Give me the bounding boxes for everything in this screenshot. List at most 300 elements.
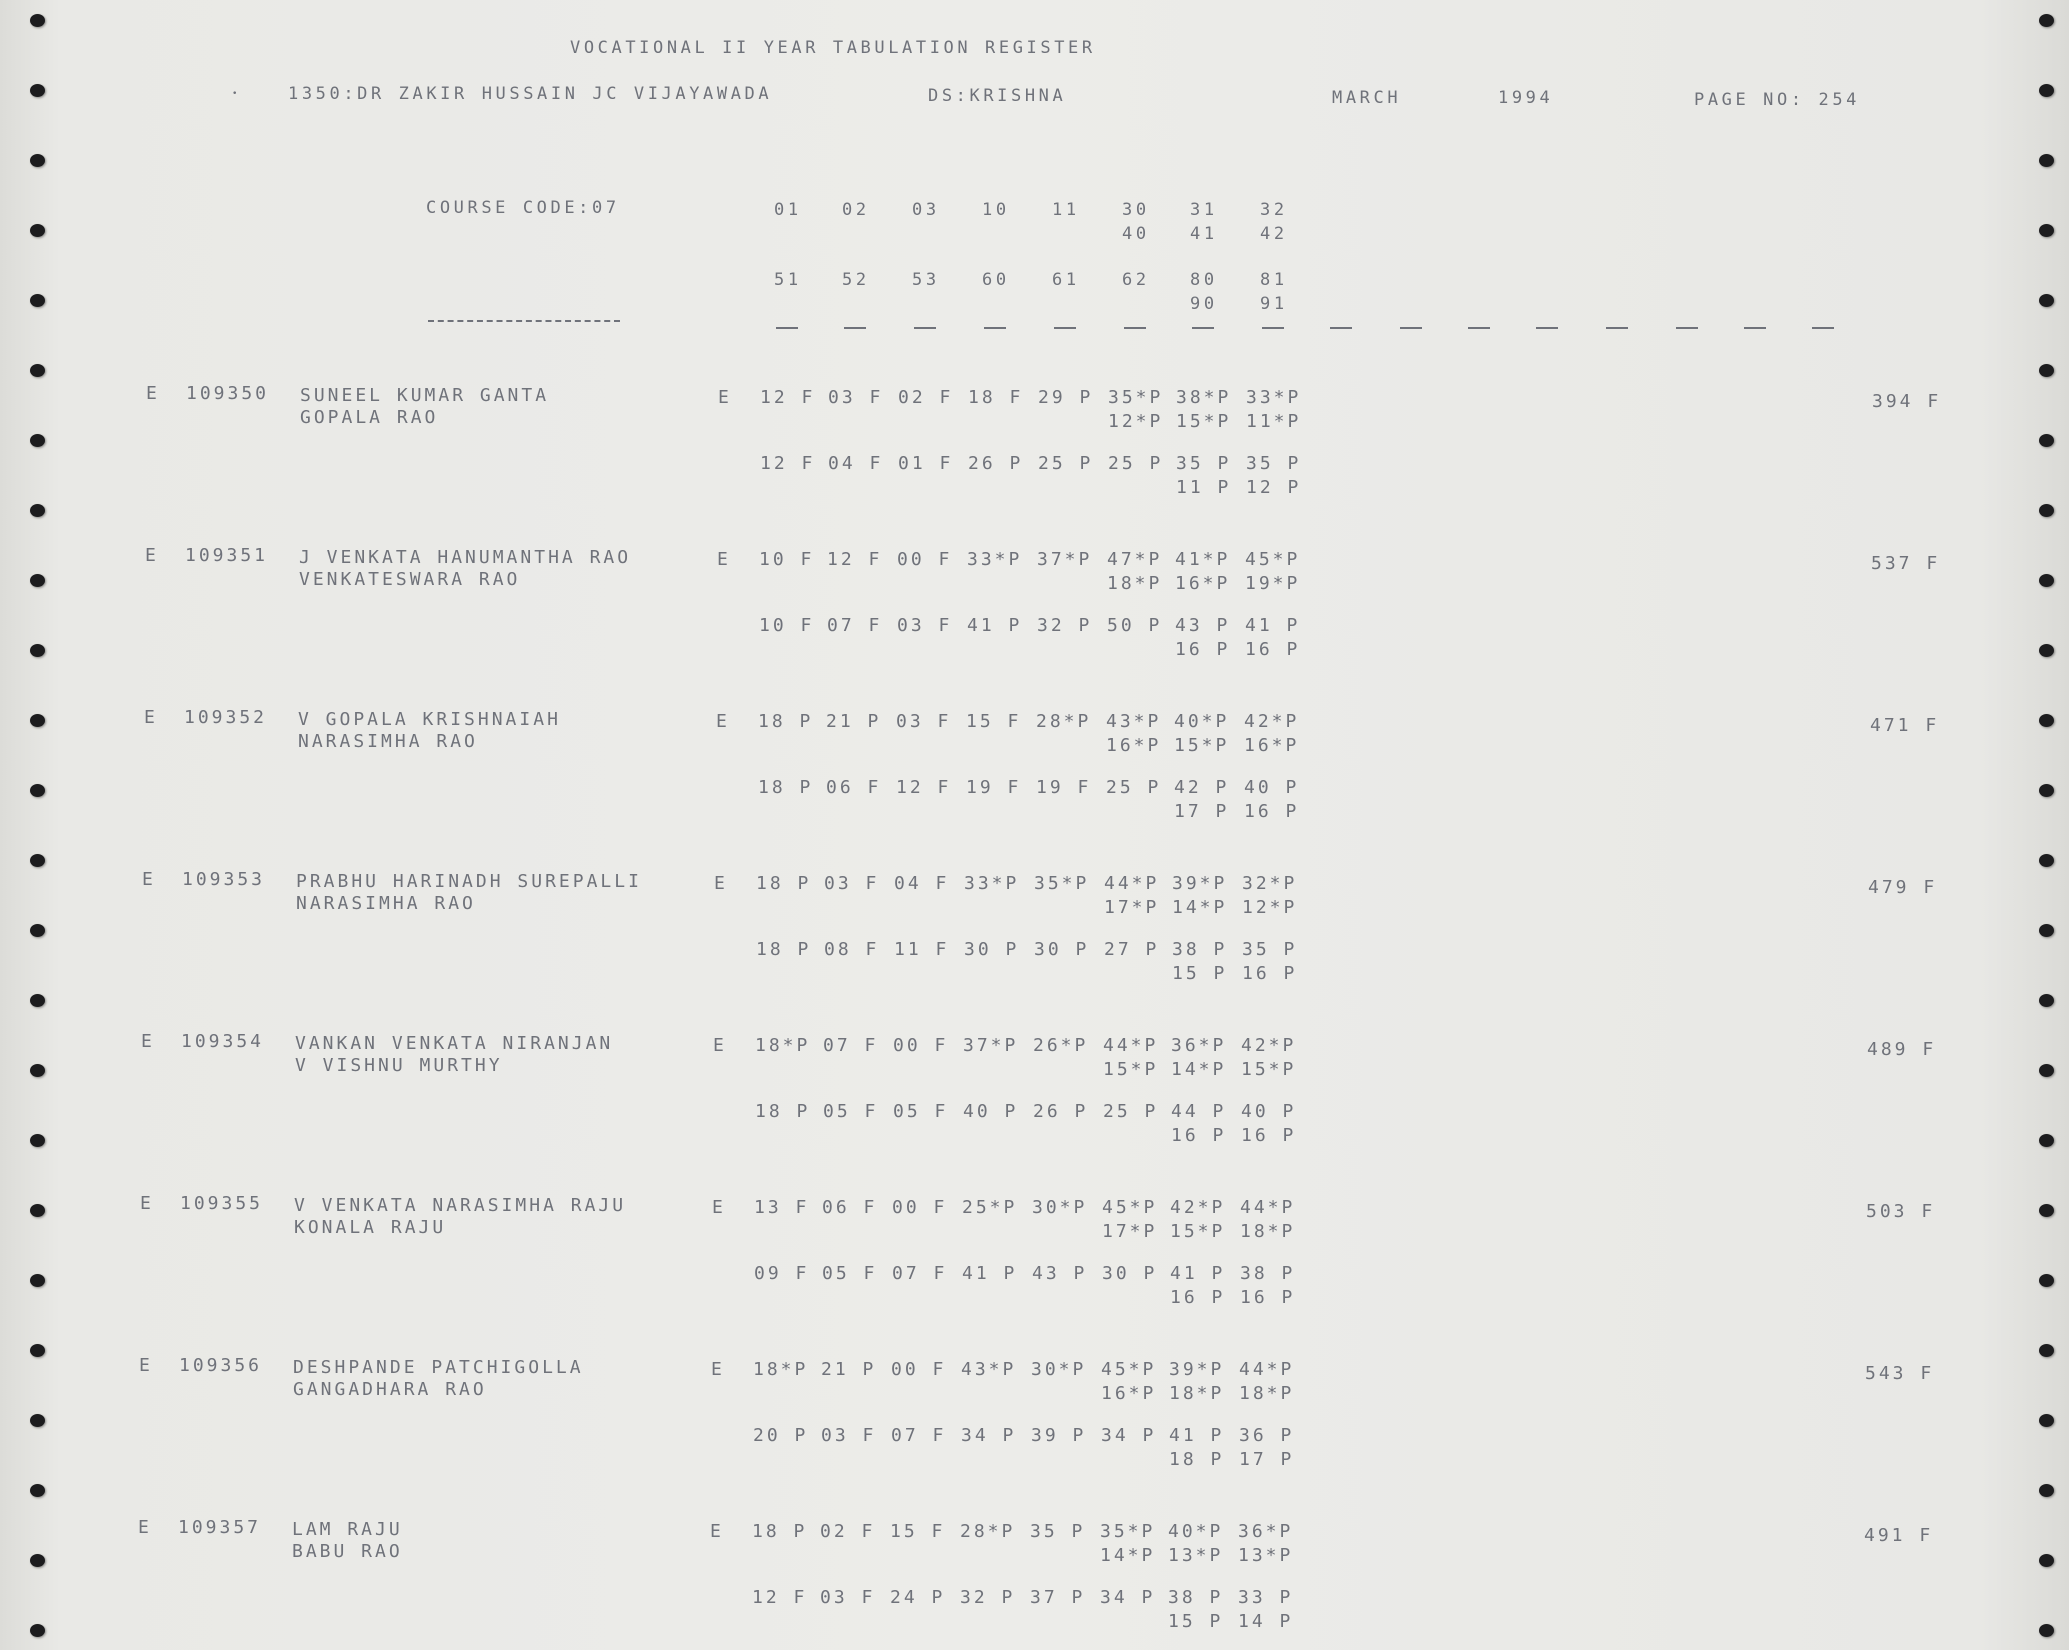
subject-code: 10 [982,200,1010,220]
mark-cell: 33 P [1238,1587,1294,1608]
feed-hole [30,154,45,167]
student-flag: E [139,1355,153,1376]
mark-cell: 45*P [1101,1359,1157,1380]
total-marks: 537 F [1871,553,1941,574]
feed-hole [30,1204,45,1217]
mark-cell: 14*P [1171,1059,1227,1080]
mark-cell: 41 P [967,615,1023,636]
mark-cell: 36*P [1171,1035,1227,1056]
mark-cell: 16 P [1245,639,1301,660]
feed-hole [2039,224,2054,237]
mark-cell: 18*P [753,1359,809,1380]
mark-cell: 25 P [1108,453,1164,474]
mark-cell: 32 P [960,1587,1016,1608]
page-number: PAGE NO: 254 [1694,90,1861,110]
mark-cell: 35*P [1034,873,1090,894]
student-code: E [712,1197,726,1218]
student-flag: E [144,707,158,728]
mark-cell: 39*P [1172,873,1228,894]
total-marks: 471 F [1870,715,1940,736]
subject-code: 41 [1190,224,1218,244]
total-marks: 489 F [1867,1039,1937,1060]
mark-cell: 03 F [828,387,884,408]
mark-cell: 17 P [1239,1449,1295,1470]
course-code-label: COURSE CODE:07 [426,198,620,218]
mark-cell: 18*P [1169,1383,1225,1404]
mark-cell: 43 P [1175,615,1231,636]
mark-cell: 18 P [1169,1449,1225,1470]
mark-cell: 03 F [897,615,953,636]
mark-cell: 18 P [752,1521,808,1542]
mark-cell: 12 F [760,387,816,408]
mark-cell: 16*P [1106,735,1162,756]
mark-cell: 40 P [1241,1101,1297,1122]
column-separator [1400,327,1422,329]
mark-cell: 15*P [1174,735,1230,756]
subject-code: 11 [1052,200,1080,220]
feed-hole [2039,994,2054,1007]
subject-code: 91 [1260,294,1288,314]
feed-hole [30,1624,45,1637]
mark-cell: 00 F [891,1359,947,1380]
father-name: NARASIMHA RAO [298,731,478,752]
mark-cell: 30*P [1031,1359,1087,1380]
mark-cell: 26*P [1033,1035,1089,1056]
feed-hole [30,84,45,97]
mark-cell: 03 F [824,873,880,894]
column-separator [1744,327,1766,329]
register-title: VOCATIONAL II YEAR TABULATION REGISTER [570,38,1096,58]
subject-code: 51 [774,270,802,290]
mark-cell: 34 P [1101,1425,1157,1446]
mark-cell: 03 F [821,1425,877,1446]
mark-cell: 18 P [758,777,814,798]
mark-cell: 02 F [820,1521,876,1542]
column-separator [844,327,866,329]
mark-cell: 44*P [1239,1359,1295,1380]
feed-hole [2039,154,2054,167]
mark-cell: 05 F [893,1101,949,1122]
feed-hole [30,294,45,307]
mark-cell: 28*P [1036,711,1092,732]
mark-cell: 39*P [1169,1359,1225,1380]
mark-cell: 35 P [1242,939,1298,960]
feed-hole [30,644,45,657]
column-separator [1124,327,1146,329]
college-name: 1350:DR ZAKIR HUSSAIN JC VIJAYAWADA [288,84,773,104]
column-separator [1812,327,1834,329]
mark-cell: 25 P [1103,1101,1159,1122]
column-separator [1054,327,1076,329]
feed-hole [2039,1624,2054,1637]
mark-cell: 44*P [1103,1035,1159,1056]
mark-cell: 45*P [1102,1197,1158,1218]
exam-year: 1994 [1498,88,1554,108]
mark-cell: 50 P [1107,615,1163,636]
student-flag: E [138,1517,152,1538]
feed-hole [2039,504,2054,517]
mark-cell: 42 P [1174,777,1230,798]
feed-hole [30,924,45,937]
mark-cell: 01 F [898,453,954,474]
mark-cell: 42*P [1241,1035,1297,1056]
mark-cell: 36*P [1238,1521,1294,1542]
mark-cell: 35*P [1108,387,1164,408]
column-separator [1606,327,1628,329]
subject-code: 02 [842,200,870,220]
feed-hole [30,504,45,517]
mark-cell: 18*P [1239,1383,1295,1404]
subject-code: 90 [1190,294,1218,314]
roll-number: 109355 [180,1193,264,1214]
mark-cell: 32 P [1037,615,1093,636]
mark-cell: 43 P [1032,1263,1088,1284]
mark-cell: 44*P [1240,1197,1296,1218]
mark-cell: 26 P [968,453,1024,474]
father-name: NARASIMHA RAO [296,893,476,914]
roll-number: 109350 [186,383,270,404]
mark-cell: 17 P [1174,801,1230,822]
feed-hole [2039,14,2054,27]
mark-cell: 18 P [756,873,812,894]
student-flag: E [146,383,160,404]
feed-hole [2039,434,2054,447]
student-flag: E [145,545,159,566]
student-name: LAM RAJU [292,1519,403,1540]
mark-cell: 04 F [828,453,884,474]
feed-hole [30,1344,45,1357]
mark-cell: 18*P [1240,1221,1296,1242]
student-code: E [710,1521,724,1542]
mark-cell: 43*P [961,1359,1017,1380]
mark-cell: 38 P [1168,1587,1224,1608]
mark-cell: 16 P [1175,639,1231,660]
feed-hole [2039,854,2054,867]
mark-cell: 30 P [1102,1263,1158,1284]
district-name: DS:KRISHNA [928,86,1067,106]
roll-number: 109356 [179,1355,263,1376]
mark-cell: 38 P [1172,939,1228,960]
student-name: PRABHU HARINADH SUREPALLI [296,871,642,892]
mark-cell: 44 P [1171,1101,1227,1122]
total-marks: 394 F [1872,391,1942,412]
mark-cell: 05 F [822,1263,878,1284]
mark-cell: 26 P [1033,1101,1089,1122]
mark-cell: 30*P [1032,1197,1088,1218]
feed-hole [30,784,45,797]
feed-hole [2039,1344,2054,1357]
student-code: E [718,387,732,408]
mark-cell: 00 F [893,1035,949,1056]
mark-cell: 15 P [1172,963,1228,984]
column-separator [1536,327,1558,329]
feed-hole [30,1134,45,1147]
mark-cell: 25 P [1038,453,1094,474]
total-marks: 503 F [1866,1201,1936,1222]
student-code: E [717,549,731,570]
father-name: VENKATESWARA RAO [299,569,521,590]
mark-cell: 15*P [1176,411,1232,432]
mark-cell: 40 P [963,1101,1019,1122]
mark-cell: 16 P [1240,1287,1296,1308]
mark-cell: 11 F [894,939,950,960]
father-name: V VISHNU MURTHY [295,1055,503,1076]
mark-cell: 37*P [1037,549,1093,570]
feed-hole [2039,1274,2054,1287]
student-name: V GOPALA KRISHNAIAH [298,709,561,730]
mark-cell: 30 P [1034,939,1090,960]
mark-cell: 33*P [1246,387,1302,408]
mark-cell: 19 F [1036,777,1092,798]
subject-code: 01 [774,200,802,220]
mark-cell: 24 P [890,1587,946,1608]
mark-cell: 10 F [759,615,815,636]
feed-hole [2039,924,2054,937]
feed-hole [2039,574,2054,587]
mark-cell: 40*P [1168,1521,1224,1542]
father-name: GOPALA RAO [300,407,439,428]
mark-cell: 18*P [755,1035,811,1056]
feed-hole [2039,1414,2054,1427]
student-code: E [711,1359,725,1380]
column-separator [984,327,1006,329]
subject-code: 62 [1122,270,1150,290]
feed-hole [30,994,45,1007]
feed-hole [30,574,45,587]
feed-hole [2039,784,2054,797]
mark-cell: 12*P [1242,897,1298,918]
feed-hole [2039,294,2054,307]
student-flag: E [140,1193,154,1214]
mark-cell: 33*P [964,873,1020,894]
mark-cell: 14 P [1238,1611,1294,1632]
mark-cell: 21 P [826,711,882,732]
mark-cell: 14*P [1172,897,1228,918]
mark-cell: 13 F [754,1197,810,1218]
mark-cell: 37 P [1030,1587,1086,1608]
feed-hole [30,224,45,237]
subject-code: 40 [1122,224,1150,244]
student-flag: E [142,869,156,890]
student-name: V VENKATA NARASIMHA RAJU [294,1195,627,1216]
feed-hole [2039,1204,2054,1217]
feed-hole [30,1064,45,1077]
mark-cell: 19*P [1245,573,1301,594]
mark-cell: 35 P [1176,453,1232,474]
mark-cell: 10 F [759,549,815,570]
feed-hole [30,1554,45,1567]
mark-cell: 07 F [891,1425,947,1446]
mark-cell: 00 F [897,549,953,570]
mark-cell: 18 F [968,387,1024,408]
father-name: BABU RAO [292,1541,403,1562]
right-tractor-feed-holes [2039,0,2069,1650]
feed-hole [30,854,45,867]
feed-hole [2039,714,2054,727]
mark-cell: 13*P [1238,1545,1294,1566]
mark-cell: 07 F [892,1263,948,1284]
mark-cell: 38 P [1240,1263,1296,1284]
mark-cell: 13*P [1168,1545,1224,1566]
mark-cell: 11 P [1176,477,1232,498]
mark-cell: 04 F [894,873,950,894]
mark-cell: 27 P [1104,939,1160,960]
mark-cell: 17*P [1104,897,1160,918]
subject-code: 31 [1190,200,1218,220]
mark-cell: 28*P [960,1521,1016,1542]
mark-cell: 02 F [898,387,954,408]
column-separator [1192,327,1214,329]
mark-cell: 16 P [1171,1125,1227,1146]
mark-cell: 21 P [821,1359,877,1380]
mark-cell: 16*P [1101,1383,1157,1404]
mark-cell: 16*P [1175,573,1231,594]
mark-cell: 40*P [1174,711,1230,732]
student-code: E [716,711,730,732]
mark-cell: 41 P [1170,1263,1226,1284]
mark-cell: 18 P [758,711,814,732]
mark-cell: 00 F [892,1197,948,1218]
roll-number: 109357 [178,1517,262,1538]
mark-cell: 19 F [966,777,1022,798]
mark-cell: 33*P [967,549,1023,570]
feed-hole [30,1414,45,1427]
exam-month: MARCH [1332,88,1402,108]
mark-cell: 45*P [1245,549,1301,570]
feed-hole [30,364,45,377]
column-separator [1330,327,1352,329]
mark-cell: 41 P [1169,1425,1225,1446]
mark-cell: 38*P [1176,387,1232,408]
mark-cell: 29 P [1038,387,1094,408]
mark-cell: 15*P [1103,1059,1159,1080]
mark-cell: 12 F [760,453,816,474]
feed-hole [30,14,45,27]
father-name: GANGADHARA RAO [293,1379,487,1400]
mark-cell: 07 F [823,1035,879,1056]
mark-cell: 16 P [1244,801,1300,822]
mark-cell: 16*P [1244,735,1300,756]
mark-cell: 06 F [826,777,882,798]
mark-cell: 05 F [823,1101,879,1122]
roll-number: 109351 [185,545,269,566]
mark-cell: 11*P [1246,411,1302,432]
total-marks: 543 F [1865,1363,1935,1384]
student-name: VANKAN VENKATA NIRANJAN [295,1033,614,1054]
subject-code: 52 [842,270,870,290]
mark-cell: 08 F [824,939,880,960]
mark-cell: 12 F [827,549,883,570]
column-separator [1676,327,1698,329]
mark-cell: 42*P [1244,711,1300,732]
subject-code: 80 [1190,270,1218,290]
mark-cell: 20 P [753,1425,809,1446]
mark-cell: 15 P [1168,1611,1224,1632]
mark-cell: 30 P [964,939,1020,960]
mark-cell: 35 P [1246,453,1302,474]
mark-cell: 16 P [1170,1287,1226,1308]
subject-code: 03 [912,200,940,220]
total-marks: 479 F [1868,877,1938,898]
student-code: E [714,873,728,894]
mark-cell: 03 F [896,711,952,732]
mark-cell: 44*P [1104,873,1160,894]
feed-hole [2039,1064,2054,1077]
mark-cell: 15*P [1170,1221,1226,1242]
mark-cell: 18*P [1107,573,1163,594]
mark-cell: 12 F [752,1587,808,1608]
mark-cell: 25*P [962,1197,1018,1218]
feed-hole [2039,1134,2054,1147]
mark-cell: 12*P [1108,411,1164,432]
mark-cell: 16 P [1241,1125,1297,1146]
roll-number: 109352 [184,707,268,728]
mark-cell: 12 P [1246,477,1302,498]
mark-cell: 32*P [1242,873,1298,894]
course-underline [428,320,620,322]
mark-cell: 18 P [755,1101,811,1122]
mark-cell: 25 P [1106,777,1162,798]
subject-code: 53 [912,270,940,290]
subject-code: 61 [1052,270,1080,290]
mark-cell: 36 P [1239,1425,1295,1446]
feed-hole [30,434,45,447]
mark-cell: 34 P [1100,1587,1156,1608]
mark-cell: 40 P [1244,777,1300,798]
subject-code: 81 [1260,270,1288,290]
mark-cell: 41 P [1245,615,1301,636]
mark-cell: 03 F [820,1587,876,1608]
student-name: DESHPANDE PATCHIGOLLA [293,1357,584,1378]
column-separator [1468,327,1490,329]
student-flag: E [141,1031,155,1052]
mark-cell: 15 F [966,711,1022,732]
roll-number: 109354 [181,1031,265,1052]
father-name: KONALA RAJU [294,1217,447,1238]
feed-hole [30,1484,45,1497]
mark-cell: 15*P [1241,1059,1297,1080]
mark-cell: 35*P [1100,1521,1156,1542]
mark-cell: 39 P [1031,1425,1087,1446]
column-separator [1262,327,1284,329]
mark-cell: 47*P [1107,549,1163,570]
mark-cell: 41*P [1175,549,1231,570]
mark-cell: 43*P [1106,711,1162,732]
feed-hole [2039,644,2054,657]
mark-cell: 34 P [961,1425,1017,1446]
mark-cell: 12 F [896,777,952,798]
bullet-mark: • [232,89,242,99]
subject-code: 42 [1260,224,1288,244]
student-code: E [713,1035,727,1056]
column-separator [776,327,798,329]
column-separator [914,327,936,329]
student-name: J VENKATA HANUMANTHA RAO [299,547,632,568]
feed-hole [2039,84,2054,97]
feed-hole [30,714,45,727]
mark-cell: 09 F [754,1263,810,1284]
subject-code: 30 [1122,200,1150,220]
mark-cell: 16 P [1242,963,1298,984]
total-marks: 491 F [1864,1525,1934,1546]
subject-code: 60 [982,270,1010,290]
mark-cell: 17*P [1102,1221,1158,1242]
mark-cell: 07 F [827,615,883,636]
feed-hole [2039,1554,2054,1567]
mark-cell: 37*P [963,1035,1019,1056]
mark-cell: 14*P [1100,1545,1156,1566]
student-name: SUNEEL KUMAR GANTA [300,385,550,406]
